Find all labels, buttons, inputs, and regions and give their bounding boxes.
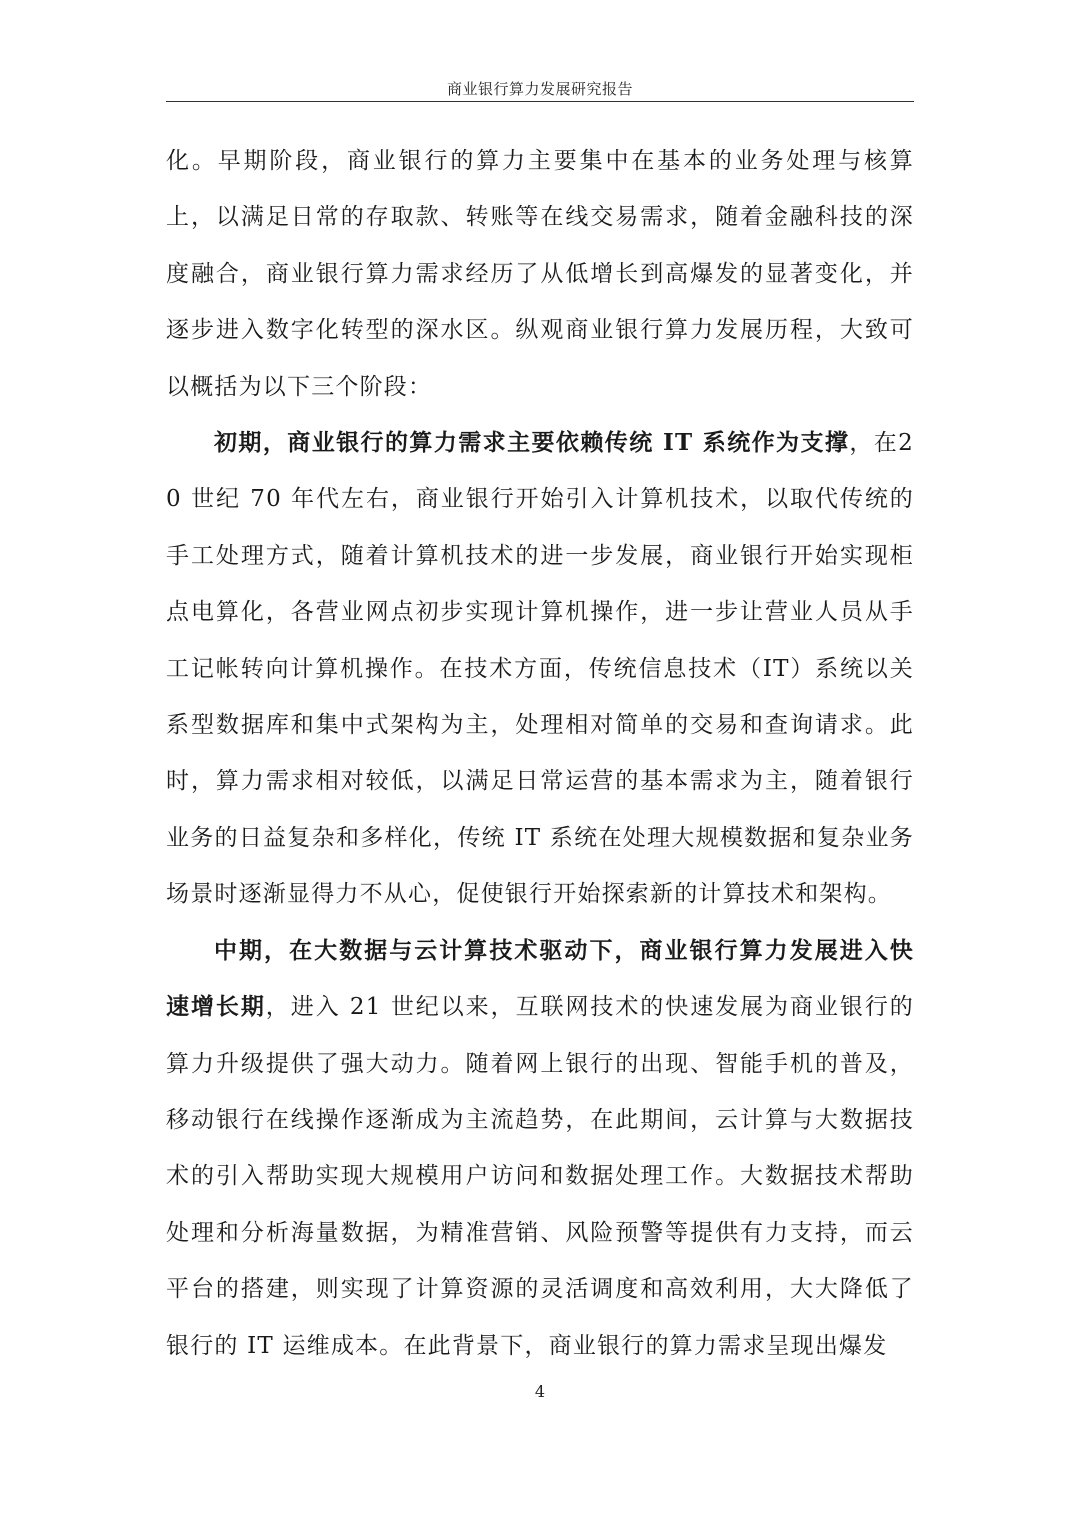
paragraph-3-heading: 中期，在大数据与云计算技术驱动下，商业银行算力发展进入快速增长期 bbox=[166, 936, 914, 1021]
paragraph-1-text: 化。早期阶段，商业银行的算力主要集中在基本的业务处理与核算上，以满足日常的存取款、转账等在线交易需求，随着金融科技的深度融合，商业银行算力需求经历了从低增长到高爆发的显著变化，并逐步进入数字化转型的深水区。纵观商业银行算力发展历程，大致可以概括为以下三个阶段： bbox=[166, 148, 914, 400]
paragraph-2-text: ，在20 世纪 70 年代左右，商业银行开始引入计算机技术，以取代传统的手工处理方式，随着计算机技术的进一步发展，商业银行开始实现柜点电算化，各营业网点初步实现计算机操作，进一步让营业人员从手工记帐转向计算机操作。在技术方面，传统信息技术（IT）系统以关系型数据库和集中式架构为主，处理相对简单的交易和查询请求。此时，算力需求相对较低，以满足日常运营的基本需求为主，随着银行业务的日益复杂和多样化，传统 IT 系统在处理大规模数据和复杂业务场景时逐渐显得力不从心，促使银行开始探索新的计算技术和架构。 bbox=[166, 430, 914, 908]
paragraph-early-stage bbox=[166, 415, 914, 923]
header-divider bbox=[166, 101, 914, 102]
body-content bbox=[166, 133, 914, 1374]
paragraph-middle-stage bbox=[166, 923, 914, 1374]
paragraph-3-text: ，进入 21 世纪以来，互联网技术的快速发展为商业银行的算力升级提供了强大动力。随着网上银行的出现、智能手机的普及，移动银行在线操作逐渐成为主流趋势，在此期间，云计算与大数据技术的引入帮助实现大规模用户访问和数据处理工作。大数据技术帮助处理和分析海量数据，为精准营销、风险预警等提供有力支持，而云平台的搭建，则实现了计算资源的灵活调度和高效利用，大大降低了银行的 IT 运维成本。在此背景下，商业银行的算力需求呈现出爆发 bbox=[166, 994, 914, 1359]
paragraph-continuation bbox=[166, 133, 914, 415]
paragraph-2-heading: 初期，商业银行的算力需求主要依赖传统 IT 系统作为支撑 bbox=[214, 429, 850, 457]
page-header-title: 商业银行算力发展研究报告 bbox=[446, 80, 633, 98]
page-number: 4 bbox=[534, 1382, 546, 1401]
